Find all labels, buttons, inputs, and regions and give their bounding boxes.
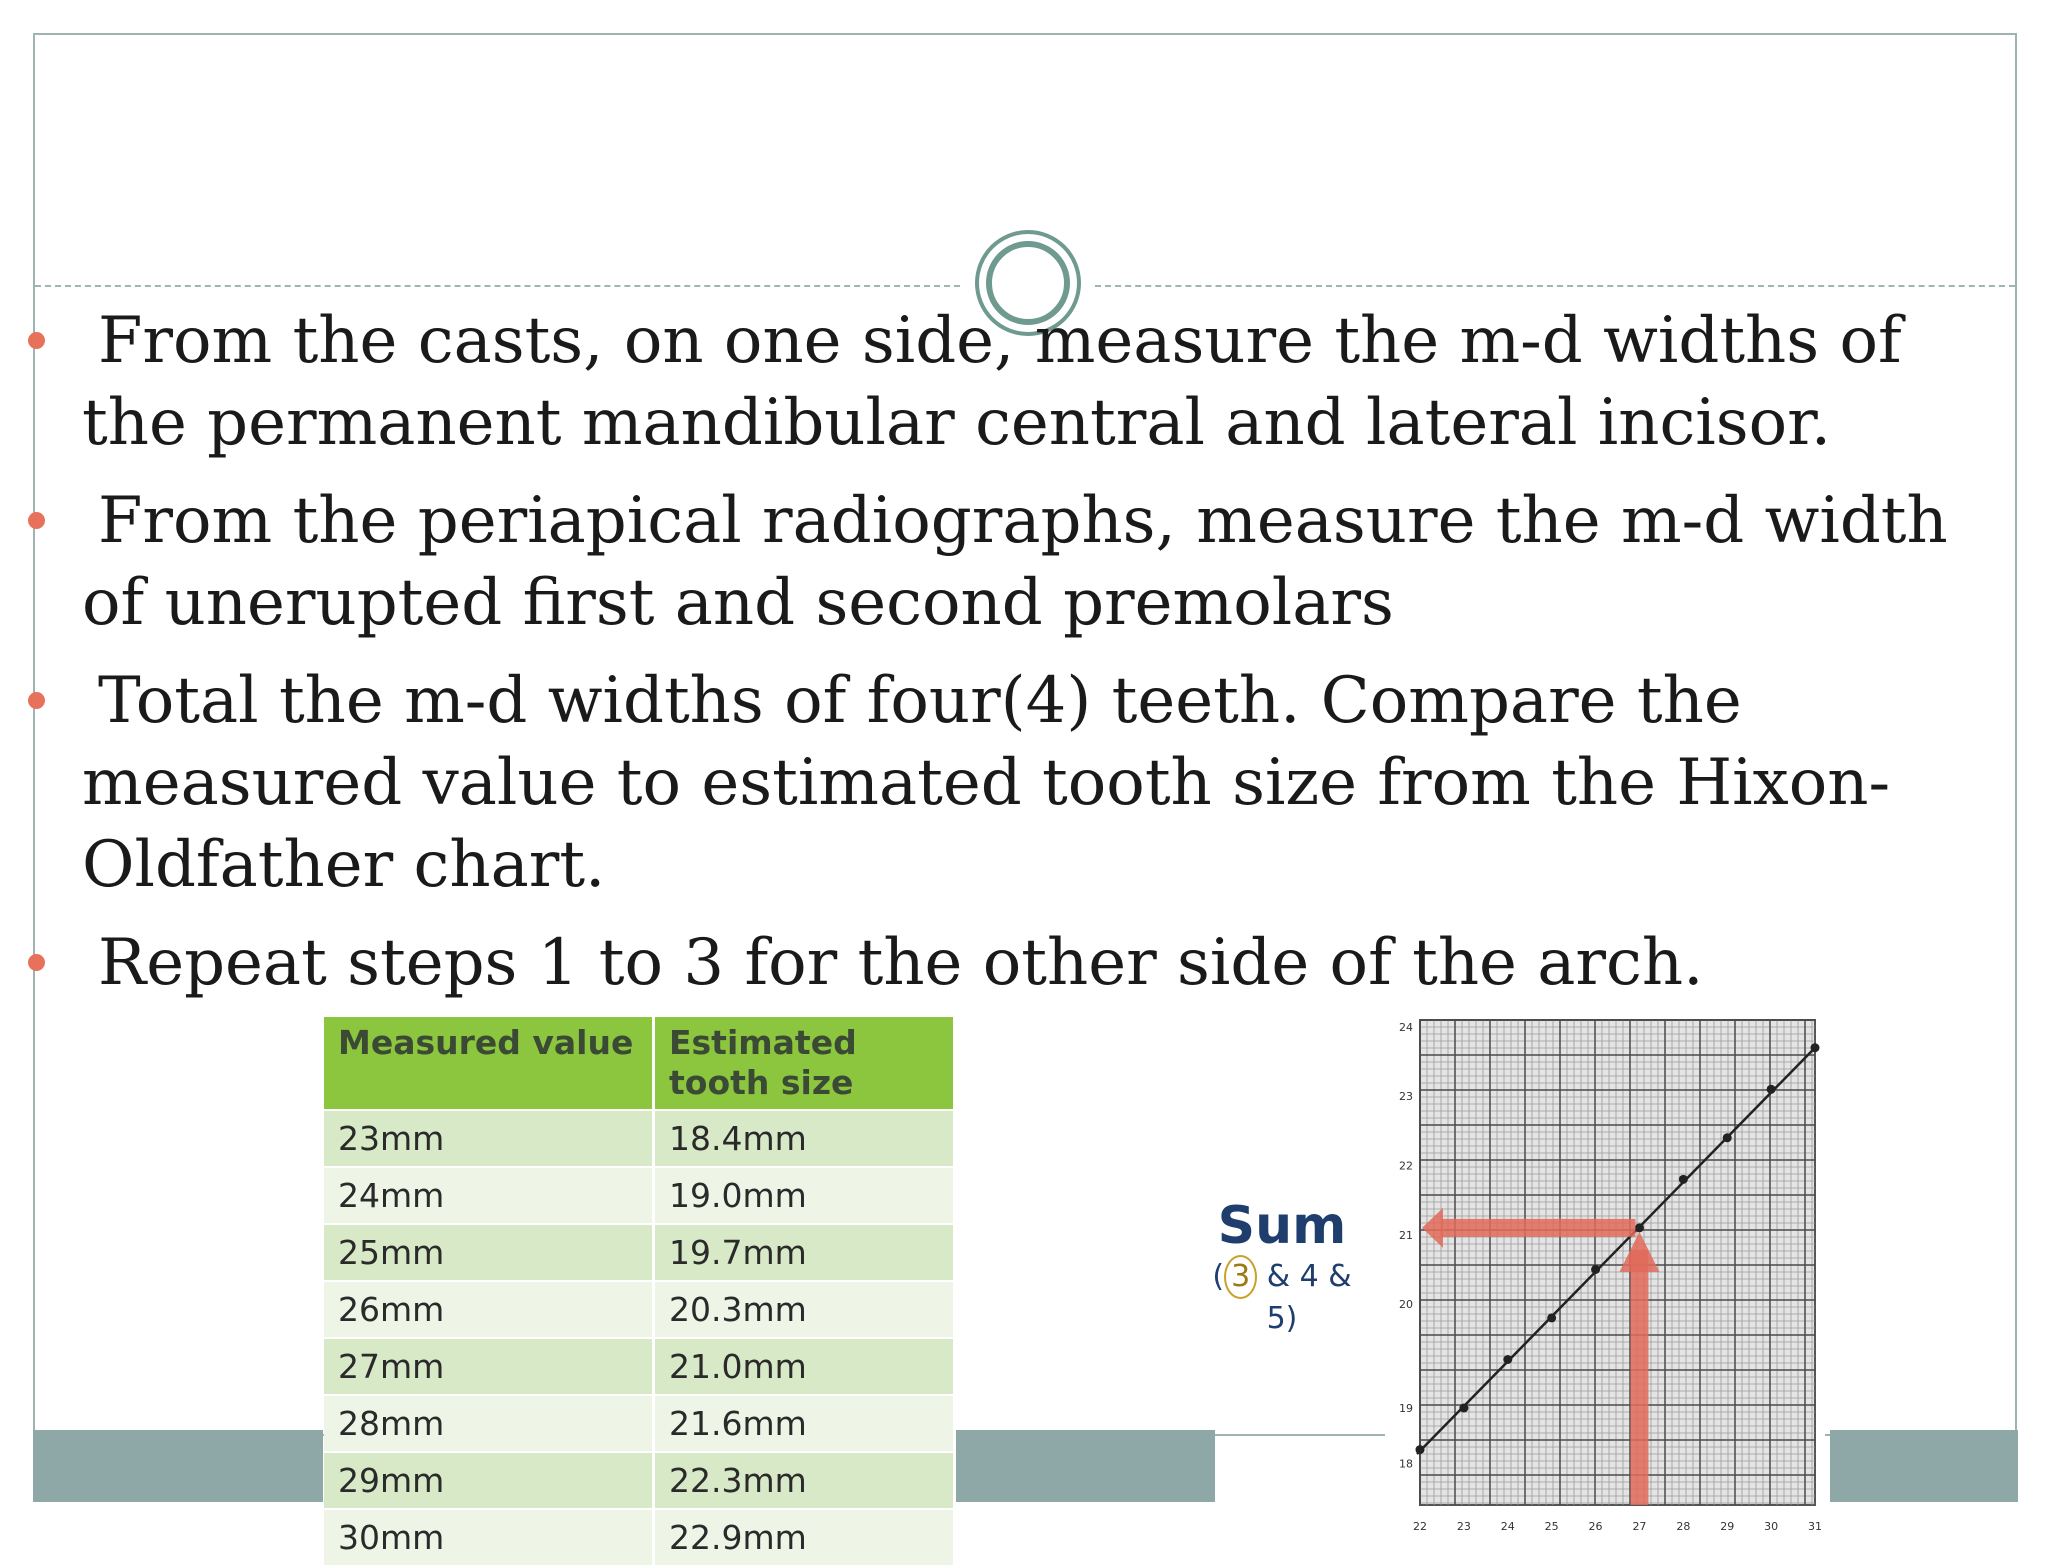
- horizontal-arrow-shaft: [1441, 1219, 1635, 1237]
- data-point: [1591, 1265, 1600, 1274]
- measured-cell: 24mm: [324, 1167, 654, 1224]
- table-row: [324, 1110, 955, 1167]
- measured-cell: 30mm: [324, 1509, 654, 1565]
- footer-band-right: [1830, 1430, 2018, 1502]
- y-tick-label: 24: [1399, 1020, 1413, 1034]
- measured-cell: 27mm: [324, 1338, 654, 1395]
- data-point: [1503, 1355, 1512, 1364]
- sum-title: Sum: [1217, 1196, 1347, 1256]
- bullet-item-2: [82, 480, 2012, 644]
- header-divider-right: [1095, 285, 2015, 287]
- y-tick-label: 21: [1399, 1228, 1413, 1242]
- bullet-list: [82, 300, 2012, 1020]
- bullet-text: From the periapical radiographs, measure the m-d width of unerupted first and second premolars: [82, 484, 1948, 640]
- estimated-cell: 21.6mm: [654, 1395, 955, 1452]
- estimated-cell: 19.0mm: [654, 1167, 955, 1224]
- bullet-text: From the casts, on one side, measure the m-d widths of the permanent mandibular central and lateral incisor.: [82, 304, 1902, 460]
- header-divider-left: [35, 285, 960, 287]
- table-row: [324, 1338, 955, 1395]
- estimated-cell: 18.4mm: [654, 1110, 955, 1167]
- estimated-cell: 20.3mm: [654, 1281, 955, 1338]
- bullet-text: Total the m-d widths of four(4) teeth. Compare the measured value to estimated tooth size from the Hixon-Oldfather chart.: [82, 664, 1891, 902]
- measured-cell: 29mm: [324, 1452, 654, 1509]
- sum-rest: & 4 & 5): [1257, 1259, 1352, 1336]
- table-row: [324, 1224, 955, 1281]
- x-tick-label: 28: [1676, 1520, 1691, 1533]
- measured-cell: 26mm: [324, 1281, 654, 1338]
- estimated-cell: 21.0mm: [654, 1338, 955, 1395]
- column-header-estimated: Estimated tooth size: [654, 1017, 955, 1110]
- measured-cell: 25mm: [324, 1224, 654, 1281]
- estimated-cell: 19.7mm: [654, 1224, 955, 1281]
- data-point: [1416, 1445, 1425, 1454]
- x-tick-label: 30: [1764, 1520, 1779, 1533]
- bullet-item-3: [82, 660, 2012, 906]
- x-tick-label: 31: [1808, 1520, 1822, 1533]
- table-row: [324, 1395, 955, 1452]
- table-row: [324, 1452, 955, 1509]
- table-header-row: [324, 1017, 955, 1110]
- vertical-arrow-shaft: [1630, 1250, 1648, 1505]
- estimate-table: [324, 1017, 956, 1565]
- chart-grid: [1420, 1020, 1815, 1505]
- y-tick-label: 23: [1399, 1090, 1413, 1104]
- footer-band-left: [33, 1430, 323, 1502]
- column-header-measured: Measured value: [324, 1017, 654, 1110]
- x-tick-label: 22: [1413, 1520, 1427, 1533]
- bullet-text: Repeat steps 1 to 3 for the other side of the arch.: [98, 926, 1704, 1000]
- data-point: [1635, 1223, 1644, 1232]
- y-tick-label: 22: [1399, 1159, 1413, 1173]
- x-tick-label: 29: [1720, 1520, 1735, 1533]
- estimated-cell: 22.9mm: [654, 1509, 955, 1565]
- data-point: [1767, 1085, 1776, 1094]
- table-row: [324, 1509, 955, 1565]
- sum-label: [1212, 1197, 1352, 1339]
- data-point: [1723, 1133, 1732, 1142]
- bullet-dot-icon: [28, 692, 45, 709]
- hixon-oldfather-chart: [1385, 1005, 1825, 1536]
- x-tick-label: 27: [1632, 1520, 1647, 1533]
- y-tick-label: 18: [1399, 1457, 1413, 1471]
- sum-open-paren: (: [1212, 1259, 1225, 1294]
- bullet-item-4: [82, 922, 2012, 1004]
- x-tick-label: 26: [1588, 1520, 1603, 1533]
- bullet-item-1: [82, 300, 2012, 464]
- x-tick-label: 24: [1500, 1520, 1515, 1533]
- estimated-cell: 22.3mm: [654, 1452, 955, 1509]
- bullet-dot-icon: [28, 512, 45, 529]
- data-point: [1679, 1175, 1688, 1184]
- footer-band-middle: [955, 1430, 1215, 1502]
- data-point: [1459, 1404, 1468, 1413]
- table-row: [324, 1281, 955, 1338]
- data-point: [1811, 1043, 1820, 1052]
- table-row: [324, 1167, 955, 1224]
- y-tick-label: 20: [1399, 1298, 1413, 1312]
- x-tick-label: 23: [1456, 1520, 1471, 1533]
- bullet-dot-icon: [28, 954, 45, 971]
- measured-cell: 28mm: [324, 1395, 654, 1452]
- bullet-dot-icon: [28, 332, 45, 349]
- measured-cell: 23mm: [324, 1110, 654, 1167]
- x-tick-label: 25: [1544, 1520, 1559, 1533]
- y-tick-label: 19: [1399, 1402, 1413, 1415]
- sum-parts: [1212, 1255, 1352, 1339]
- sum-first-term: 3: [1224, 1255, 1257, 1299]
- data-point: [1547, 1313, 1556, 1322]
